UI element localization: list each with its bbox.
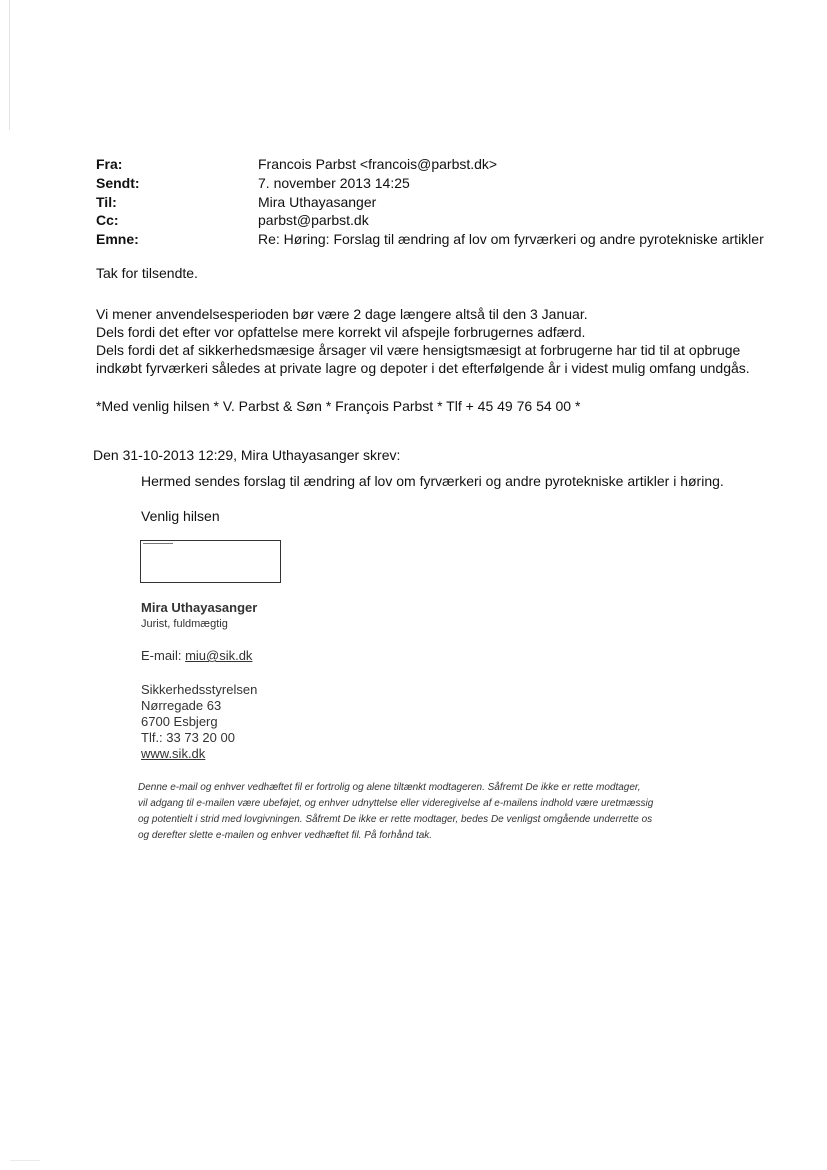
to-value: Mira Uthayasanger — [258, 194, 377, 210]
disclaimer-line: og potentielt i strid med lovgivningen. Såfremt De ikke er rette modtager, bedes De venligst omgående underrette os — [138, 814, 653, 825]
body-paragraph-3a: Dels fordi det af sikkerhedsmæsige årsager vil være hensigtsmæsigt at forbrugerne har tid til at opbruge — [96, 342, 741, 358]
email-link[interactable]: miu@sik.dk — [185, 648, 253, 663]
body-paragraph-2: Dels fordi det efter vor opfattelse mere korrekt vil afspejle forbrugernes adfærd. — [96, 324, 586, 340]
body-greeting: Tak for tilsendte. — [96, 265, 198, 281]
sender-signature: *Med venlig hilsen * V. Parbst & Søn * François Parbst * Tlf + 45 49 76 54 00 * — [96, 398, 581, 414]
signature-scribble — [143, 543, 173, 544]
scan-edge-line — [9, 0, 10, 130]
disclaimer-line: og derefter slette e-mailen og enhver vedhæftet fil. På forhånd tak. — [138, 830, 433, 841]
cc-value: parbst@parbst.dk — [258, 212, 369, 228]
quoted-phone: Tlf.: 33 73 20 00 — [141, 730, 235, 745]
sent-value: 7. november 2013 14:25 — [258, 175, 410, 191]
quoted-city: 6700 Esbjerg — [141, 714, 218, 729]
quoted-signer-title: Jurist, fuldmægtig — [141, 618, 228, 630]
cc-label: Cc: — [96, 212, 119, 228]
quoted-text: Hermed sendes forslag til ændring af lov om fyrværkeri og andre pyrotekniske artikler i høring. — [141, 473, 724, 489]
from-label: Fra: — [96, 156, 123, 172]
body-paragraph-3b: indkøbt fyrværkeri således at private lagre og depoter i det efterfølgende år i videst mulig omfang undgås. — [96, 360, 750, 376]
signature-image-box — [140, 540, 281, 583]
quoted-street: Nørregade 63 — [141, 698, 222, 713]
quoted-web-link[interactable]: www.sik.dk — [141, 746, 206, 761]
quoted-org: Sikkerhedsstyrelsen — [141, 682, 258, 697]
subject-value: Re: Høring: Forslag til ændring af lov om fyrværkeri og andre pyrotekniske artikler — [258, 231, 764, 247]
disclaimer-line: vil adgang til e-mailen være ubeføjet, og enhver udnyttelse eller videregivelse af e-mailens indhold være uretmæssig — [138, 798, 654, 809]
quoted-signer-name: Mira Uthayasanger — [141, 600, 258, 615]
subject-label: Emne: — [96, 231, 139, 247]
body-paragraph-1: Vi mener anvendelsesperioden bør være 2 dage længere altså til den 3 Januar. — [96, 306, 588, 322]
sent-label: Sendt: — [96, 175, 140, 191]
to-label: Til: — [96, 194, 117, 210]
disclaimer — [138, 780, 738, 844]
email-label: E-mail: — [141, 648, 186, 663]
quoted-email-line — [141, 648, 252, 664]
scan-footer-mark — [10, 1160, 40, 1161]
quoted-closing: Venlig hilsen — [141, 508, 220, 524]
quote-intro: Den 31-10-2013 12:29, Mira Uthayasanger skrev: — [93, 447, 401, 463]
disclaimer-line: Denne e-mail og enhver vedhæftet fil er fortrolig og alene tiltænkt modtageren. Såfremt De ikke er rette modtager, — [138, 782, 641, 793]
from-value: Francois Parbst <francois@parbst.dk> — [258, 156, 498, 172]
